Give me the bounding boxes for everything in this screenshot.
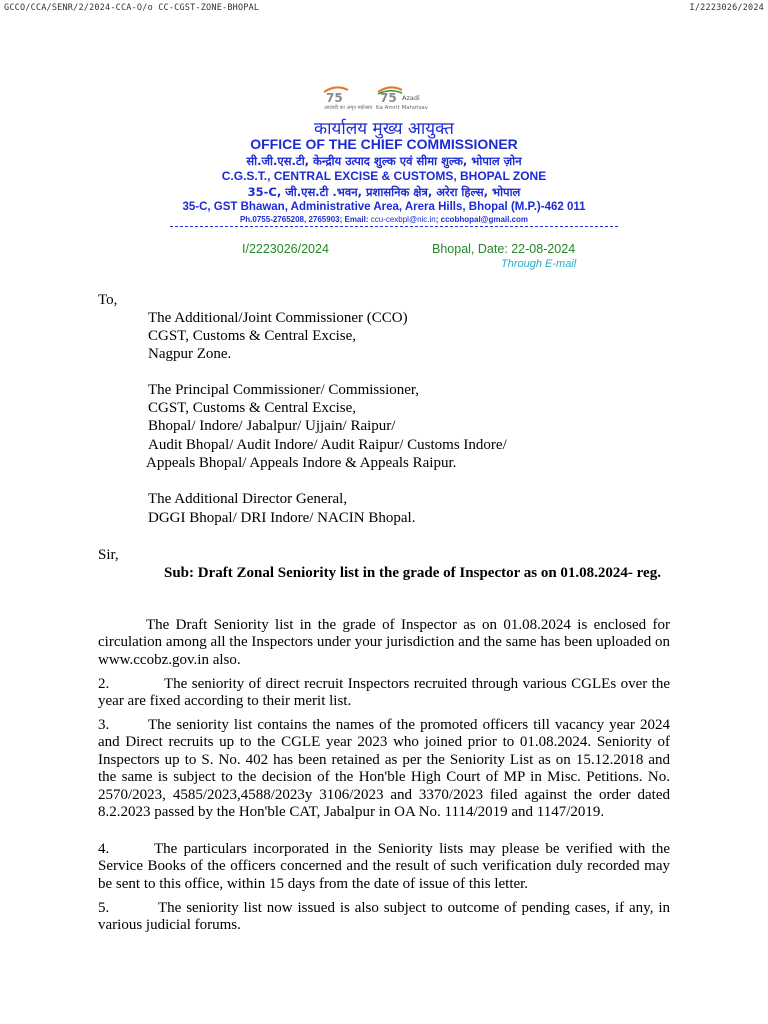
svg-text:75: 75 <box>326 91 343 105</box>
contact-prefix: Ph.0755-2765208, 2765903; Email: <box>239 215 371 224</box>
paragraph-2 <box>98 676 670 711</box>
paragraph-1 <box>98 617 670 669</box>
svg-text:Azadi: Azadi <box>402 94 420 102</box>
recipient-line: The Principal Commissioner/ Commissioner, <box>148 382 420 398</box>
paragraph-number: 2. <box>98 676 110 692</box>
paragraph-4 <box>98 841 670 893</box>
recipient-line: The Additional Director General, <box>148 491 348 507</box>
paragraph-text: The Draft Seniority list in the grade of Inspector as on 01.08.2024 is enclosed for circulation among all the Inspectors under your jurisdiction and the same has been uploaded on www.ccobz.gov.in also. <box>98 617 670 668</box>
recipient-line: The Additional/Joint Commissioner (CCO) <box>148 310 408 326</box>
zone-title: C.G.S.T., CENTRAL EXCISE & CUSTOMS, BHOPAL ZONE <box>221 169 547 183</box>
recipient-line: CGST, Customs & Central Excise, <box>148 400 357 416</box>
svg-text:आज़ादी का अमृत महोत्सव: आज़ादी का अमृत महोत्सव <box>324 105 373 111</box>
recipient-line: CGST, Customs & Central Excise, <box>148 328 357 344</box>
paragraph-text: The particulars incorporated in the Seniority lists may please be verified with the Service Books of the officers concerned and the result of such verification duly recorded may be sent to this office, within 15 days from the date of issue of this letter. <box>98 841 670 892</box>
reference-number: I/2223026/2024 <box>242 242 329 256</box>
paragraph-5 <box>98 900 670 935</box>
header-divider <box>170 226 618 229</box>
place-date: Bhopal, Date: 22-08-2024 <box>432 242 576 256</box>
to-label: To, <box>98 292 118 308</box>
contact-line <box>0 215 768 224</box>
email-link-1[interactable]: ccu-cexbpl@nic.in <box>370 215 436 224</box>
paragraph-number: 5. <box>98 900 110 916</box>
salutation: Sir, <box>98 547 119 563</box>
dispatch-mode: Through E-mail <box>501 258 577 270</box>
office-title-hindi: कार्यालय मुख्य आयुक्त <box>314 119 454 139</box>
recipient-line: Appeals Bhopal/ Appeals Indore & Appeals Raipur. <box>146 455 457 471</box>
svg-text:Ka Amrit Mahotsav: Ka Amrit Mahotsav <box>376 105 429 111</box>
zone-title-hindi: सी.जी.एस.टी, केन्द्रीय उत्पाद शुल्क एवं सीमा शुल्क, भोपाल ज़ोन <box>246 154 522 168</box>
office-title: OFFICE OF THE CHIEF COMMISSIONER <box>250 136 518 152</box>
recipient-line: Bhopal/ Indore/ Jabalpur/ Ujjain/ Raipur/ <box>148 418 396 434</box>
paragraph-text: The seniority of direct recruit Inspectors recruited through various CGLEs over the year are fixed according to their merit list. <box>98 676 670 710</box>
recipient-line: Nagpur Zone. <box>148 346 232 362</box>
recipient-line: Audit Bhopal/ Audit Indore/ Audit Raipur/ Customs Indore/ <box>148 437 507 453</box>
address-hindi: 35-C, जी.एस.टी .भवन, प्रशासनिक क्षेत्र, अरेरा हिल्स, भोपाल <box>247 185 521 199</box>
paragraph-number: 3. <box>98 717 110 733</box>
paragraph-text: The seniority list contains the names of the promoted officers till vacancy year 2024 and Direct recruits up to the CGLE year 2023 who joined prior to 01.08.2024. Seniority of Inspectors up to S. No. 402 has been retained as per the Seniority List as on 15.12.2018 and the same is subject to the decision of the Hon'ble High Court of MP in Misc. Petitions. No. 2570/2023, 4585/2023,4588/2023y 3106/2023 and 3370/2023 filed against the order dated 8.2.2023 passed by the Hon'ble CAT, Jabalpur in OA No. 1114/2019 and 1147/2019. <box>98 717 670 821</box>
email-link-2[interactable]: ccobhopal@gmail.com <box>440 215 529 224</box>
address: 35-C, GST Bhawan, Administrative Area, Arera Hills, Bhopal (M.P.)-462 011 <box>182 201 586 213</box>
azadi-ka-amrit-mahotsav-logo <box>318 82 450 112</box>
document-meta-left: GCCO/CCA/SENR/2/2024-CCA-O/o CC-CGST-ZONE-BHOPAL <box>4 3 260 13</box>
svg-text:75: 75 <box>380 91 397 105</box>
paragraph-number: 4. <box>98 841 110 857</box>
recipient-line: DGGI Bhopal/ DRI Indore/ NACIN Bhopal. <box>148 510 416 526</box>
paragraph-text: The seniority list now issued is also subject to outcome of pending cases, if any, in various judicial forums. <box>98 900 670 934</box>
subject-line: Sub: Draft Zonal Seniority list in the grade of Inspector as on 01.08.2024- reg. <box>164 565 661 581</box>
paragraph-3 <box>98 717 670 821</box>
contact-separator: ; <box>435 215 441 224</box>
document-meta-right: I/2223026/2024 <box>689 3 764 13</box>
